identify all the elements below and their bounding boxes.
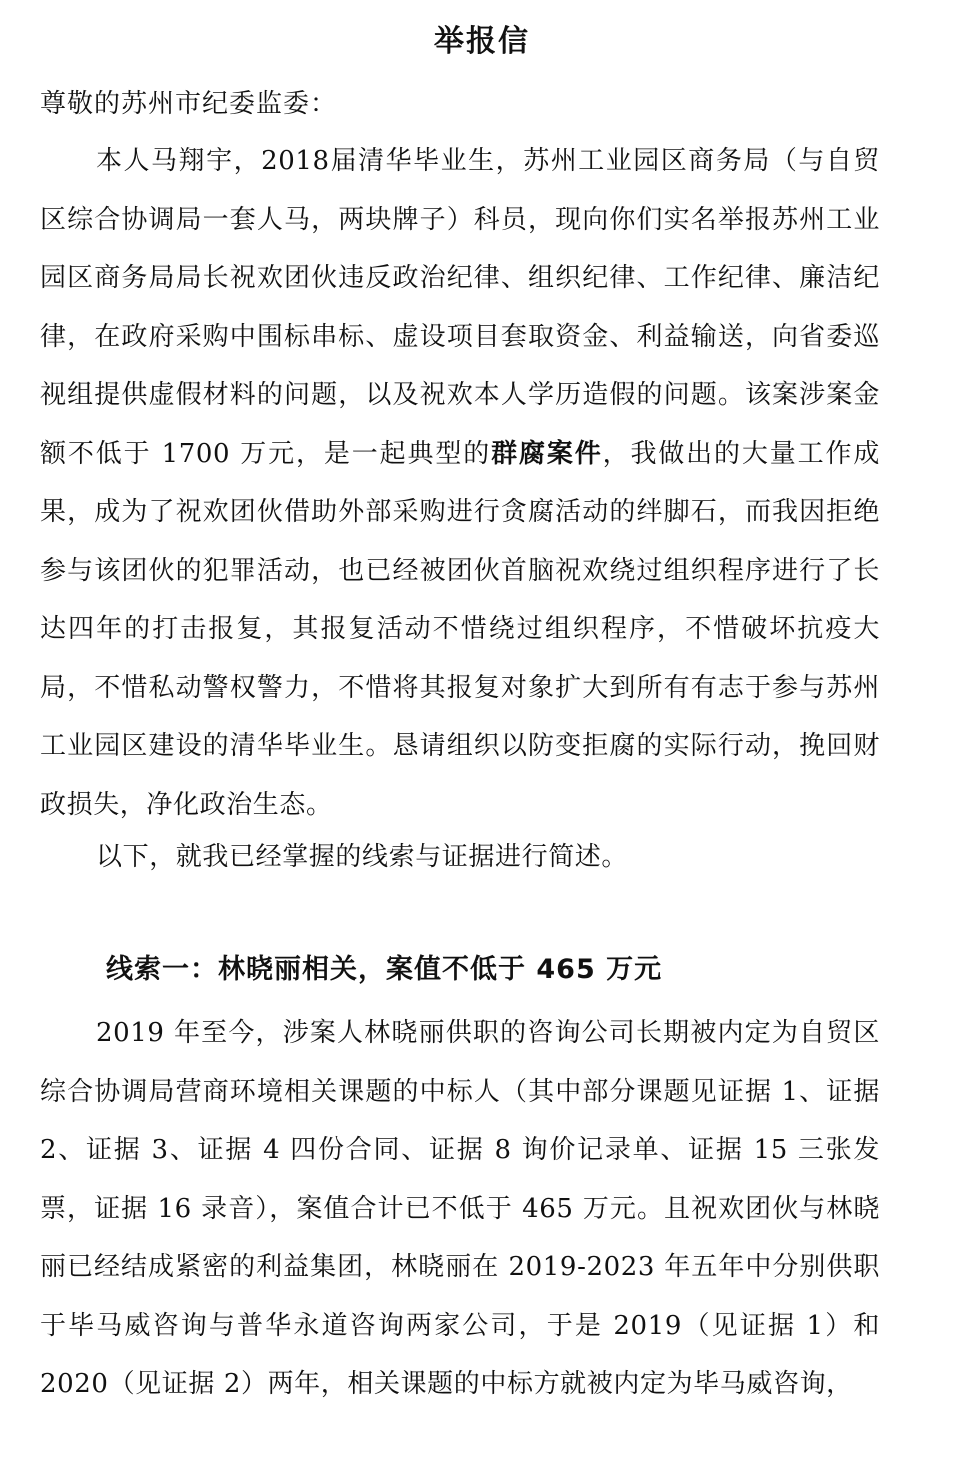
paragraph-summary: 以下，就我已经掌握的线索与证据进行简述。 xyxy=(96,842,629,872)
paragraph-intro-emphasis: 群腐案件 xyxy=(491,438,603,469)
salutation: 尊敬的苏州市纪委监委： xyxy=(40,89,338,119)
paragraph-intro-text-1: 本人马翔宇，2018届清华毕业生，苏州工业园区商务局（与自贸区综合协调局一套人马，两块牌子）科员，现向你们实名举报苏州工业园区商务局局长祝欢团伙违反政治纪律、组织纪律、工作纪律、廉洁纪律，在政府采购中围标串标、虚设项目套取资金、利益输送，向省委巡视组提供虚假材料的问题，以及祝欢本人学历造假的问题。该案涉案金额不低于 1700 万元，是一起典型的 xyxy=(40,146,880,469)
clue-1-body: 2019 年至今，涉案人林晓丽供职的咨询公司长期被内定为自贸区综合协调局营商环境相关课题的中标人（其中部分课题见证据 1、证据 2、证据 3、证据 4 四份合同、证据 8 询价记录单、证据 15 三张发票，证据 16 录音），案值合计已不低于 465 万元。且祝欢团伙与林晓丽已经结成紧密的利益集团，林晓丽在 2019-2023 年五年中分别供职于毕马威咨询与普华永道咨询两家公司，于是 2019（见证据 1）和 2020（见证据 2）两年，相关课题的中标方就被内定为毕马威咨询， xyxy=(40,1018,880,1399)
paragraph-intro-text-2: ，我做出的大量工作成果，成为了祝欢团伙借助外部采购进行贪腐活动的绊脚石，而我因拒绝参与该团伙的犯罪活动，也已经被团伙首脑祝欢绕过组织程序进行了长达四年的打击报复，其报复活动不惜绕过组织程序，不惜破坏抗疫大局，不惜私动警权警力，不惜将其报复对象扩大到所有有志于参与苏州工业园区建设的清华毕业生。恳请组织以防变拒腐的实际行动，挽回财政损失，净化政治生态。 xyxy=(40,438,880,820)
paragraph-intro xyxy=(40,132,880,834)
document-title: 举报信 xyxy=(434,24,530,59)
clue-1-heading: 线索一：林晓丽相关，案值不低于 465 万元 xyxy=(106,954,663,985)
